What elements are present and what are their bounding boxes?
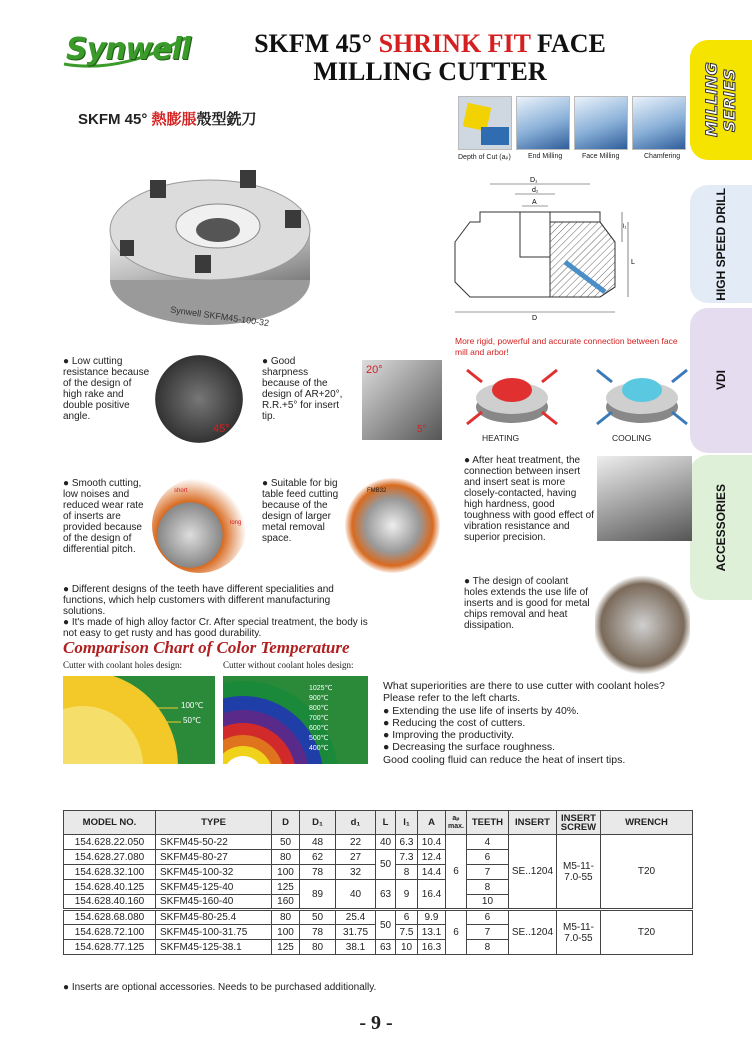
insert-45-illustration (155, 355, 243, 443)
product-photo (90, 140, 335, 340)
without-temp-label: 400℃ (309, 745, 329, 752)
label-L: L (631, 259, 635, 266)
tab-milling-label: MILLING SERIES (702, 62, 739, 138)
title-part2: FACE (537, 29, 606, 58)
subtitle (78, 108, 257, 129)
superiority-item: ● Reducing the cost of cutters. (383, 716, 526, 729)
without-temp-label: 1025℃ (309, 685, 333, 692)
superiority-item: ● Improving the productivity. (383, 729, 515, 742)
table-row: 154.628.40.160 SKFM45-160-40 160 10 (64, 895, 693, 910)
cut-label-depth: Depth of Cut (aₚ) (458, 154, 511, 161)
col-model: MODEL NO. (64, 811, 156, 835)
rigid-connection-note: More rigid, powerful and accurate connection between face mill and arbor! (455, 336, 678, 357)
superiority-item: ● Extending the use life of inserts by 40%. (383, 704, 580, 717)
col-D1: D₁ (300, 811, 336, 835)
title-red: SHRINK FIT (378, 29, 531, 58)
feature-suitable: ● Suitable for big table feed cutting because of the design of larger metal removal space. (262, 478, 339, 544)
cut-label-face: Face Milling (582, 153, 620, 160)
footnote: ● Inserts are optional accessories. Needs to be purchased additionally. (63, 982, 377, 993)
with-coolant-label: Cutter with coolant holes design: (63, 660, 182, 670)
page-title (210, 30, 650, 86)
without-temp-label: 600℃ (309, 725, 329, 732)
cut-label-end: End Milling (528, 153, 563, 160)
long-label: long (230, 520, 242, 526)
coolant-illustration (595, 575, 690, 675)
page-number: - 9 - (359, 1012, 393, 1034)
col-d1: d₁ (336, 811, 376, 835)
face-milling-icon (574, 96, 628, 150)
superiorities-end: Good cooling fluid can reduce the heat of insert tips. (383, 753, 626, 766)
insert-20deg-illustration (362, 360, 442, 440)
short-label: short (174, 488, 188, 494)
end-milling-icon (516, 96, 570, 150)
col-teeth: TEETH (466, 811, 508, 835)
deg-20-label: 20° (366, 364, 383, 376)
dimension-diagram (450, 172, 640, 322)
superiorities-refer: Please refer to the left charts. (383, 692, 521, 705)
subtitle-black2: 殼型銑刀 (196, 111, 257, 128)
with-temp-100: 100℃ (181, 701, 204, 710)
cut-label-chamfer: Chamfering (644, 153, 681, 160)
without-temp-label: 500℃ (309, 735, 329, 742)
table-row: 154.628.68.080 SKFM45-80-25.4 80 50 25.4 50 6 9.9 6 6 SE..1204 M5-11-7.0-55 T20 (64, 910, 693, 925)
feature-coolant: ● The design of coolant holes extends the use life of inserts and is good for metal chips removal and heat dissipation. (464, 576, 590, 631)
tab-milling-series[interactable] (690, 40, 752, 160)
table-row: 154.628.22.050 SKFM45-50-22 50 48 22 40 6.3 10.4 6 4 SE..1204 M5-11-7.0-55 T20 (64, 835, 693, 850)
table-row: 154.628.27.080 SKFM45-80-27 80 62 27 50 7.3 12.4 6 (64, 850, 693, 865)
label-D1: D₁ (530, 177, 538, 184)
table-row: 154.628.77.125 SKFM45-125-38.1 125 80 38.1 63 10 16.3 8 (64, 940, 693, 955)
metal-removal-illustration (345, 478, 440, 573)
with-temp-50: 50℃ (183, 716, 201, 725)
deg-5-label: 5° (417, 424, 427, 435)
feature-smooth-cutting: ● Smooth cutting, low noises and reduced wear rate of inserts are provided because of the design of differential pitch. (63, 478, 144, 555)
tab-vdi[interactable] (690, 308, 752, 453)
without-temp-label: 900℃ (309, 695, 329, 702)
comparison-title: Comparison Chart of Color Temperature (63, 638, 350, 657)
logo-text: Synwell (66, 32, 191, 67)
without-temp-label: 700℃ (309, 715, 329, 722)
tab-high-speed-drill[interactable] (690, 185, 752, 303)
title-line2: MILLING CUTTER (313, 57, 547, 86)
cooling-label: COOLING (612, 433, 652, 443)
cooling-illustration (592, 362, 692, 432)
with-coolant-temp-chart (63, 676, 215, 764)
without-coolant-temp-chart (223, 676, 368, 764)
depth-of-cut-icon (458, 96, 512, 150)
col-wrench: WRENCH (600, 811, 692, 835)
heating-label: HEATING (482, 433, 520, 443)
superiority-item: ● Decreasing the surface roughness. (383, 741, 556, 754)
deg-45-label: 45° (213, 423, 230, 435)
col-D: D (272, 811, 300, 835)
superiorities-text (383, 680, 713, 766)
col-L: L (376, 811, 396, 835)
label-l1: l₁ (623, 224, 627, 230)
label-D: D (532, 315, 538, 322)
spec-table (63, 810, 693, 955)
insert-seat-illustration (597, 456, 692, 541)
tab-acc-label: ACCESSORIES (714, 483, 728, 572)
table-header-row (64, 811, 693, 835)
feature-heat-treatment: ● After heat treatment, the connection between insert and insert seat is more closely-contacted, having high hardness, good toughness with good effect of vibration resistance and superior precision. (464, 455, 594, 543)
title-part1: SKFM 45° (254, 29, 373, 58)
feature-low-cutting: ● Low cutting resistance because of the design of high rake and double positive angle. (63, 356, 150, 422)
heating-illustration (462, 362, 562, 432)
col-A: A (418, 811, 446, 835)
differential-pitch-illustration (152, 478, 247, 573)
col-ap: aₚ max. (446, 811, 467, 835)
col-insert: INSERT (508, 811, 556, 835)
without-temp-label: 800℃ (309, 705, 329, 712)
feature-teeth: ● Different designs of the teeth have different specialities and functions, which help customers with different manufacturing solutions. (63, 584, 334, 617)
table-row: 154.628.40.125 SKFM45-125-40 125 89 40 63 9 16.4 8 (64, 880, 693, 895)
col-l1: l₁ (396, 811, 418, 835)
col-insert-screw: INSERT SCREW (556, 811, 600, 835)
table-row: 154.628.72.100 SKFM45-100-31.75 100 78 31.75 7.5 13.1 7 (64, 925, 693, 940)
subtitle-black: SKFM 45° (78, 111, 148, 128)
tab-accessories[interactable] (690, 455, 752, 600)
tab-vdi-label: VDI (714, 370, 728, 391)
tab-hsd-label: HIGH SPEED DRILL (714, 187, 728, 301)
col-type: TYPE (156, 811, 272, 835)
without-coolant-label: Cutter without coolant holes design: (223, 660, 354, 670)
feature-good-sharpness: ● Good sharpness because of the design of AR+20°, R.R.+5° for insert tip. (262, 356, 343, 422)
fmb-label: FMB32 (367, 488, 387, 494)
superiorities-question: What superiorities are there to use cutter with coolant holes? (383, 680, 665, 692)
label-A: A (532, 199, 537, 206)
chamfering-icon (632, 96, 686, 150)
brand-logo (60, 30, 190, 74)
subtitle-red: 熱膨脹 (151, 111, 197, 128)
table-row: 154.628.32.100 SKFM45-100-32 100 78 32 8 14.4 7 (64, 865, 693, 880)
photo-engraving: Synwell SKFM45-100-32 (169, 304, 270, 329)
label-d1: d₁ (532, 187, 539, 194)
feature-alloy: ● It's made of high alloy factor Cr. After special treatment, the body is not easy to get rusty and has good durability. (63, 617, 368, 639)
